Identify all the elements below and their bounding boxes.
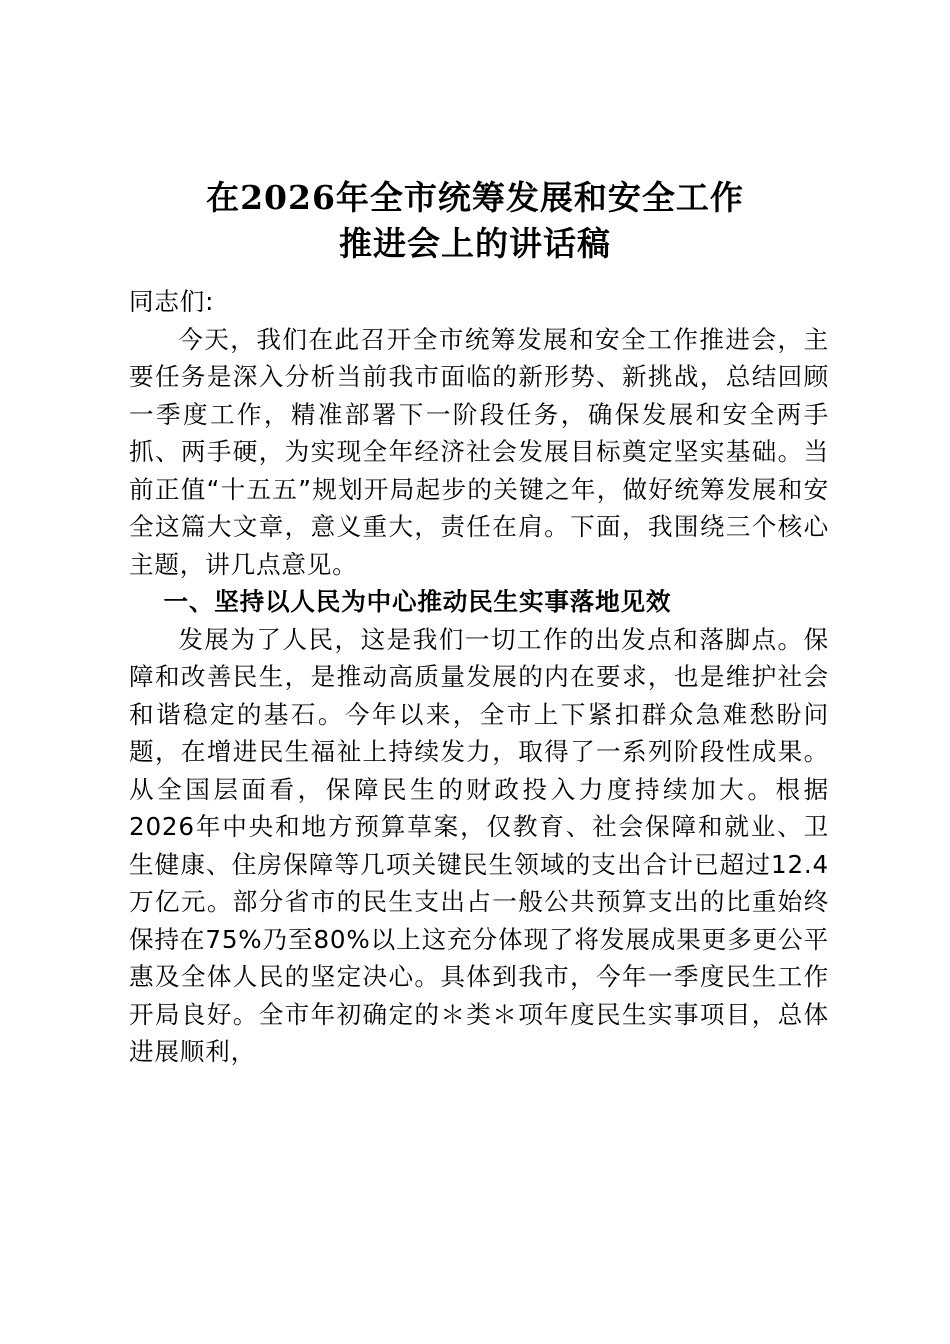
document-body [129, 283, 829, 1071]
section-1-paragraph: 发展为了人民，这是我们一切工作的出发点和落脚点。保障和改善民生，是推动高质量发展的内在要求，也是维护社会和谐稳定的基石。今年以来，全市上下紧扣群众急难愁盼问题，在增进民生福祉上持续发力，取得了一系列阶段性成果。从全国层面看，保障民生的财政投入力度持续加大。根据2026年中央和地方预算草案，仅教育、社会保障和就业、卫生健康、住房保障等几项关键民生领域的支出合计已超过12.4万亿元。部分省市的民生支出占一般公共预算支出的比重始终保持在75%乃至80%以上这充分体现了将发展成果更多更公平惠及全体人民的坚定决心。具体到我市，今年一季度民生工作开局良好。全市年初确定的＊类＊项年度民生实事项目，总体进展顺利， [129, 624, 829, 1066]
intro-paragraph: 今天，我们在此召开全市统筹发展和安全工作推进会，主要任务是深入分析当前我市面临的新形势、新挑战，总结回顾一季度工作，精准部署下一阶段任务，确保发展和安全两手抓、两手硬，为实现全年经济社会发展目标奠定坚实基础。当前正值“十五五”规划开局起步的关键之年，做好统筹发展和安全这篇大文章，意义重大，责任在肩。下面，我围绕三个核心主题，讲几点意见。 [129, 324, 829, 579]
salutation: 同志们: [129, 287, 215, 316]
document-title-line-2: 推进会上的讲话稿 [339, 224, 611, 263]
section-1-heading: 一、坚持以人民为中心推动民生实事落地见效 [163, 587, 672, 616]
document-title-line-1: 在2026年全市统筹发展和安全工作 [206, 178, 744, 217]
